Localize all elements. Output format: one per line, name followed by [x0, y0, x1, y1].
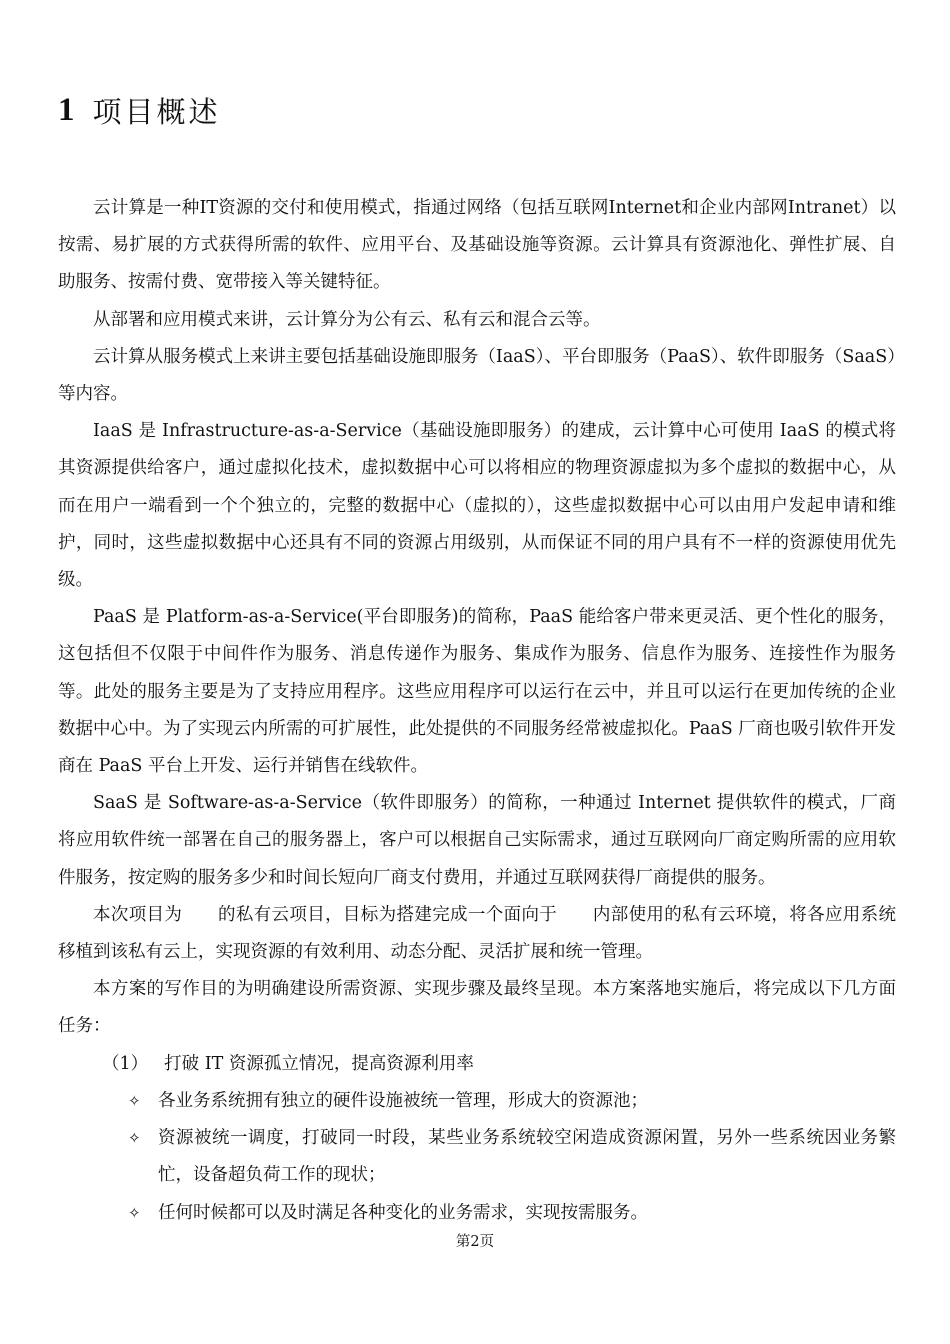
paragraph-project-goals: 本方案的写作目的为明确建设所需资源、实现步骤及最终呈现。本方案落地实施后，将完成以下几方面任务： — [58, 979, 896, 1037]
diamond-outline-icon: ✧ — [128, 1092, 141, 1110]
paragraph-deployment-models: 从部署和应用模式来讲，云计算分为公有云、私有云和混合云等。 — [93, 309, 601, 330]
section-heading — [58, 88, 221, 132]
paragraph-service-models: 云计算从服务模式上来讲主要包括基础设施即服务（IaaS）、平台即服务（PaaS）、软件即服务（SaaS）等内容。 — [58, 346, 896, 405]
section-title: 项目概述 — [92, 94, 221, 129]
diamond-outline-icon: ✧ — [128, 1203, 141, 1222]
bullet-list — [128, 1083, 896, 1232]
list-item-text: 各业务系统拥有独立的硬件设施被统一管理，形成大的资源池； — [158, 1091, 648, 1111]
paragraph-iaas: IaaS 是 Infrastructure-as-a-Service（基础设施即服务）的建成，云计算中心可使用 IaaS 的模式将其资源提供给客户，通过虚拟化技术，虚拟数据中心可以将相应的物理资源虚拟为多个虚拟的数据中心，从而在用户一端看到一个个独立的，完整的数据中心（虚拟的），这些虚拟数据中心可以由用户发起申请和维护，同时，这些虚拟数据中心还具有不同的资源占用级别，从而保证不同的用户具有不一样的资源使用优先级。 — [58, 421, 896, 591]
paragraph-saas: SaaS 是 Software-as-a-Service（软件即服务）的简称，一种通过 Internet 提供软件的模式，厂商将应用软件统一部署在自己的服务器上，客户可以根据自己实际需求，通过互联网向厂商定购所需的应用软件服务，按定购的服务多少和时间长短向厂商支付费用，并通过互联网获得厂商提供的服务。 — [58, 793, 896, 888]
diamond-outline-icon: ✧ — [128, 1129, 141, 1148]
list-item-text: 资源被统一调度，打破同一时段，某些业务系统较空闲造成资源闲置，另外一些系统因业务繁忙，设备超负荷工作的现状； — [158, 1128, 896, 1186]
list-item — [128, 1083, 896, 1120]
numbered-item-text: 打破 IT 资源孤立情况，提高资源利用率 — [164, 1054, 474, 1074]
paragraph-paas: PaaS 是 Platform-as-a-Service(平台即服务)的简称，PaaS 能给客户带来更灵活、更个性化的服务，这包括但不仅限于中间件作为服务、消息传递作为服务、集成作为服务、信息作为服务、连接性作为服务等。此处的服务主要是为了支持应用程序。这些应用程序可以运行在云中，并且可以运行在更加传统的企业数据中心中。为了实现云内所需的可扩展性，此处提供的不同服务经常被虚拟化。PaaS 厂商也吸引软件开发商在 PaaS 平台上开发、运行并销售在线软件。 — [58, 607, 896, 777]
page-number: 第2页 — [455, 1234, 495, 1250]
paragraph-cloud-definition: 云计算是一种IT资源的交付和使用模式，指通过网络（包括互联网Internet和企业内部网Intranet）以按需、易扩展的方式获得所需的软件、应用平台、及基础设施等资源。云计算具有资源池化、弹性扩展、自助服务、按需付费、宽带接入等关键特征。 — [58, 198, 896, 293]
paragraph-project-scope: 本次项目为 的私有云项目，目标为搭建完成一个面向于 内部使用的私有云环境，将各应用系统移植到该私有云上，实现资源的有效利用、动态分配、灵活扩展和统一管理。 — [58, 904, 896, 963]
list-item-text: 任何时候都可以及时满足各种变化的业务需求，实现按需服务。 — [158, 1202, 648, 1223]
section-number: 1 — [58, 91, 75, 128]
numbered-item — [102, 1046, 474, 1083]
list-item — [128, 1120, 896, 1194]
list-item — [128, 1195, 896, 1232]
numbered-item-number: （1） — [102, 1054, 149, 1074]
body-text — [58, 190, 896, 1046]
